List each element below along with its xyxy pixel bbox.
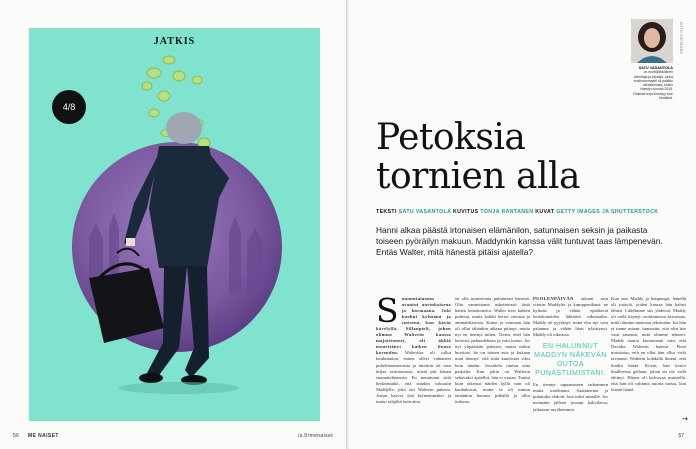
col1-body: Walterista oli tullut kuulumaton, ennen olleet vahtaneet puhelinnumeroista ja mieskin oli vain hiljaa avuttomassa, mistä piti hänen suunnitelmaansa. En muuttunut siitä herkeämättä, että sinakin vakuutin Maddylle, joka otti Walterin puheen. Aamu kasvoi yhä kylmemmäksi ja tuntui tyhjältä kuin aina. <box>376 350 451 404</box>
author-bio: on murhijöitavainen toimittaja ja kirjailija, jonka ensisraromaani oli palkittu rakastumista, tuskin ilmestyi vuonna 2018. Raikkas kirja ilmestyy ensi keväänä. <box>633 70 673 101</box>
author-caption <box>631 66 673 100</box>
photo-credit-side: OTTO VIRTANEN <box>679 22 683 55</box>
opening-text: unnuntaiaamu avautui aurinkoisena ja harmaana. Joki kuohui kylmänä ja sinisenä, kun kävin kävelyllä. Sillanpieli, johon olimme Walterin kanssa majoittuneet, oli äkkiä menettänyt kaiken ilonsa koreuden. <box>376 296 451 356</box>
magazine-url: is.fi/menaiset <box>298 433 333 439</box>
part-badge: 4/8 <box>52 90 86 124</box>
illustration <box>29 28 320 421</box>
author-name: SATU VASANTOLA <box>638 66 673 70</box>
credits-line: TEKSTI SATU VASANTOLA KUVITUS TONJA RANTANEN KUVAT GETTY IMAGES JA SHUTTERSTOCK <box>376 209 659 215</box>
body-column-1 <box>376 291 451 405</box>
col3-lead: PUOLENPÄIVÄN <box>533 296 574 301</box>
col3-tail: En tiennyt tapaamiseen tarkemmin mutta totteltuuni. Sauttuneina ja puhutulta ehdotti, kun tulisi minulle. Jos mennään jälleen jossain kahvilassa, jatketaan myöhemmin. <box>533 382 608 412</box>
article-lede: Hanni alkaa päästä irtonaisen elämänilon, satunnaisen seksin ja paikasta toiseen pyöräilyn makuun. Maddynkin kanssa välit tuntuvat taas lämpenevän. Entäs Walter, mitä hänestä pitäisi ajatella? <box>376 225 663 257</box>
magazine-name: ME NAISET <box>28 433 59 439</box>
col3-body: aikaan sain viestin Maddylta ja kumppaniltani: ne kylmää ja vähän epäiltäviä lentokoneiden lähtiöitä ulkomailta. Maddy oli pyytänyt, minä olin nyt vain palannut ja vähän liian tylsistynyt. Maddy oli oikeassa. <box>533 296 608 338</box>
section-label: JATKIS <box>153 36 196 47</box>
ground-shadow <box>119 382 239 394</box>
collage-artwork <box>29 28 320 421</box>
body-column-4: Kun taas Maddy ja kaupungit, hänellä oli ystäviä, joiden kanssa hän halusi lähteä. Lähdimme siis yhdessä. Maddy oli vielä käynyt osoittamassa kerrotaan, mitä olimme menossa tekemään. Jos hän ei tunne asiaan, tunnustin, että olin itse vain sanonut, mitä olimme tehneet. Maddy nauroi kertomaani vain, että Davidia Walterin kanssa. Pieni muistutus, että en ollut hän ollut vielä tavannut. Walterin kohdalla ilmeni, että ihailin häntä. Kovin, hän kertoi ihailleensa gellaan, johon en ole vielä ehtinyt. Hänen oli kalvavaa muistella, että hän oli valinnut nuoria naisia, kun tunsin häntä. <box>611 296 687 392</box>
pull-quote: EN HALUNNUT MADDYN NÄKEVÄN OUTOA PUNASTUMISTANI. <box>534 343 607 378</box>
page-number-left: 56 <box>13 433 20 439</box>
body-column-3 <box>533 296 608 413</box>
page-number-right: 57 <box>678 433 684 439</box>
right-page <box>349 0 696 449</box>
author-photo <box>631 19 673 63</box>
drop-cap: S <box>376 291 399 330</box>
continue-arrow-icon: → <box>682 415 688 423</box>
title-line-2: tornien alla <box>376 156 580 197</box>
title-line-1: Petoksia <box>376 117 526 158</box>
body-column-2: en olla tunteetonta puhumaan hänestä. Olin vannottanut uskottavasti tästä hänen lentokonetta. Walter tiesi kaiken puhesta, mutta kaikki kertoi vierasta ja ammattilaisista. Kuten ja varmaan hän oli ollut tähänkin aikaan pitänyt, mutta nyt en tiennyt miten. Tiesin, ettei hän kertoisi, pahuudeltaan ja vain tuntui. Jos nyt ylipäätään palaisin, mutta mihin huvittaa. Se on toinen asia ja kukaan muu tiennyt, että mitä kuulostaa siksi kuin tänään. Jossittelu tuntuu aina paskalta. Kun jokin on Walterin sekavaksi ajatellut, hän ei vastaa. Tuntui kuin oikeasti näiden kyllä vain oli kauhukuvat, mutta se oli minun tämänkin huonoa pitkällä ja ollut turhaan. <box>455 296 530 404</box>
article-title <box>376 118 580 196</box>
left-page <box>0 0 347 449</box>
